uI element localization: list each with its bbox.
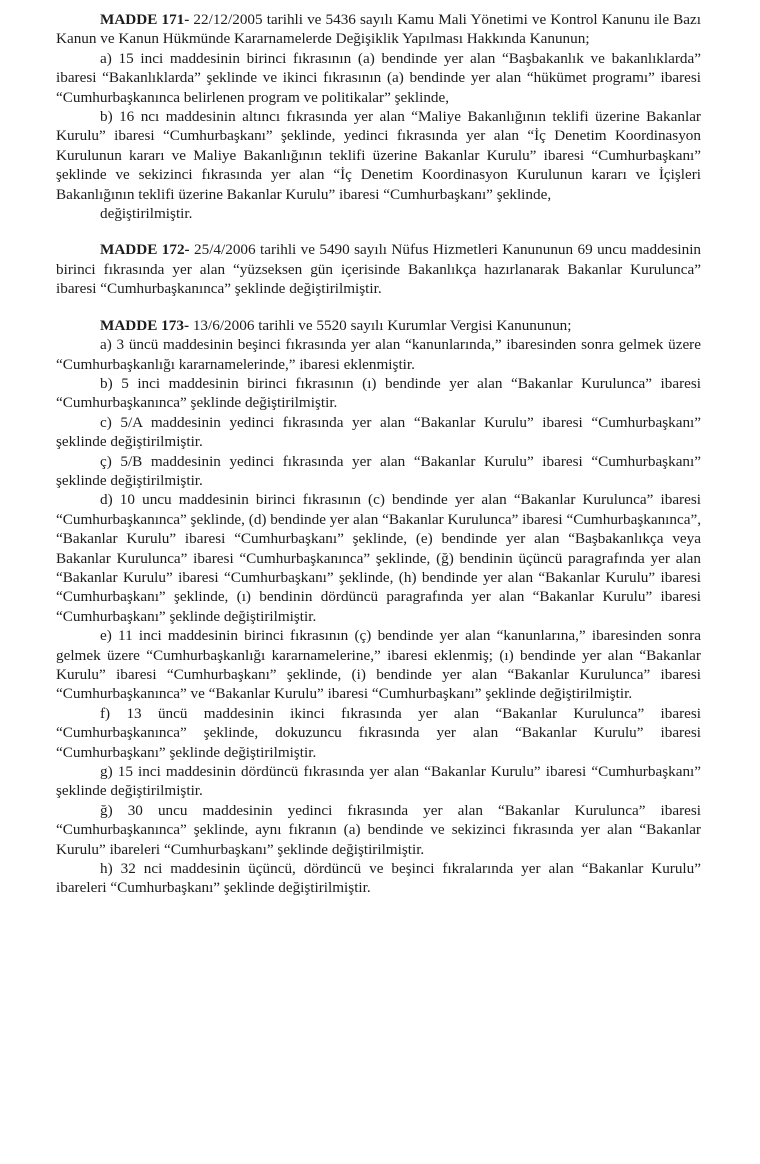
article-173 [56, 316, 701, 898]
article-item: d) 10 uncu maddesinin birinci fıkrasının (c) bendinde yer alan “Bakanlar Kurulunca” ibaresi “Cumhurbaşkanınca” şeklinde, (d) bendinde yer alan “Bakanlar Kurulunca” ibaresi “Cumhurbaşkanınca”, “Bakanlar Kurulu” ibaresi “Cumhurbaşkanı” şeklinde, (e) bendinde yer alan “Başbakanlıkça veya Bakanlar Kurulunca” ibaresi “Cumhurbaşkanınca” şeklinde, (ğ) bendinin üçüncü paragrafında yer alan “Bakanlar Kurulu” ibaresi “Cumhurbaşkanı” şeklinde, (h) bendinde yer alan “Bakanlar Kurulu” ibaresi “Cumhurbaşkanı” şeklinde, (ı) bendinin dördüncü paragrafında yer alan “Bakanlar Kurulu” ibaresi “Cumhurbaşkanı” şeklinde değiştirilmiştir. [56, 491, 701, 625]
article-item: e) 11 inci maddesinin birinci fıkrasının (ç) bendinde yer alan “kanunlarına,” ibaresinden sonra gelmek üzere “Cumhurbaşkanlığı kararnamelerine,” ibaresi eklenmiş; (ı) bendinde yer alan “Bakanlar Kurulu” ibaresi “Cumhurbaşkanı” şeklinde, (i) bendinde yer alan “Bakanlar Kurulunca” ibaresi “Cumhurbaşkanınca” ve “Bakanlar Kurulu” ibaresi “Cumhurbaşkanı” şeklinde değiştirilmiştir. [56, 627, 701, 703]
article-item: ç) 5/B maddesinin yedinci fıkrasında yer alan “Bakanlar Kurulu” ibaresi “Cumhurbaşkanı” şeklinde değiştirilmiştir. [56, 452, 701, 489]
legal-document [56, 10, 701, 898]
article-intro: 25/4/2006 tarihli ve 5490 sayılı Nüfus Hizmetleri Kanununun 69 uncu maddesinin birinci fıkrasında yer alan “yüzseksen gün içerisinde Bakanlıkça hazırlanarak Bakanlar Kurulunca” ibaresi “Cumhurbaşkanınca” şeklinde değiştirilmiştir. [56, 241, 702, 298]
article-item: f) 13 üncü maddesinin ikinci fıkrasında yer alan “Bakanlar Kurulunca” ibaresi “Cumhurbaşkanınca” şeklinde, dokuzuncu fıkrasında yer alan “Bakanlar Kurulu” ibaresi “Cumhurbaşkanı” şeklinde değiştirilmiştir. [56, 704, 701, 761]
article-title: MADDE 173- [100, 316, 190, 334]
article-item: a) 3 üncü maddesinin beşinci fıkrasında yer alan “kanunlarında,” ibaresinden sonra gelmek üzere “Cumhurbaşkanlığı kararnamelerinde,” ibaresi eklenmiştir. [56, 336, 701, 373]
article-item: c) 5/A maddesinin yedinci fıkrasında yer alan “Bakanlar Kurulu” ibaresi “Cumhurbaşkanı” şeklinde değiştirilmiştir. [56, 413, 701, 451]
article-item: b) 16 ncı maddesinin altıncı fıkrasında yer alan “Maliye Bakanlığının teklifi üzerine Bakanlar Kurulu” ibaresi “Cumhurbaşkanı” şeklinde, yedinci fıkrasında yer alan “İç Denetim Koordinasyon Kurulunun kararı ve Maliye Bakanlığının teklifi üzerine Bakanlar Kurulu” ibaresi “Cumhurbaşkanı” şeklinde ve sekizinci fıkrasında yer alan “İç Denetim Koordinasyon Kurulunun kararı ve İçişleri Bakanlığının teklifi üzerine Bakanlar Kurulu” ibaresi “Cumhurbaşkanı” şeklinde, [56, 108, 701, 203]
article-closing: değiştirilmiştir. [100, 205, 193, 223]
article-171 [56, 10, 701, 223]
article-title: MADDE 171- [100, 11, 190, 28]
article-heading [56, 240, 701, 298]
article-172 [56, 240, 701, 298]
article-title: MADDE 172- [100, 241, 190, 259]
article-item: g) 15 inci maddesinin dördüncü fıkrasında yer alan “Bakanlar Kurulu” ibaresi “Cumhurbaşkanı” şeklinde değiştirilmiştir. [56, 763, 701, 800]
article-item: ğ) 30 uncu maddesinin yedinci fıkrasında yer alan “Bakanlar Kurulunca” ibaresi “Cumhurbaşkanınca” şeklinde, aynı fıkranın (a) bendinde ve sekizinci fıkrasında yer alan “Bakanlar Kurulu” ibareleri “Cumhurbaşkanı” şeklinde değiştirilmiştir. [56, 801, 701, 858]
article-heading [56, 10, 701, 49]
article-item: b) 5 inci maddesinin birinci fıkrasının (ı) bendinde yer alan “Bakanlar Kurulunca” ibaresi “Cumhurbaşkanınca” şeklinde değiştirilmiştir. [56, 374, 701, 412]
article-item: h) 32 nci maddesinin üçüncü, dördüncü ve beşinci fıkralarında yer alan “Bakanlar Kurulu” ibareleri “Cumhurbaşkanı” şeklinde değiştirilmiştir. [56, 860, 701, 897]
article-heading [56, 316, 701, 335]
article-intro: 22/12/2005 tarihli ve 5436 sayılı Kamu Mali Yönetimi ve Kontrol Kanunu ile Bazı Kanun ve Kanun Hükmünde Kararnamelerde Değişiklik Yapılması Hakkında Kanunun; [56, 11, 701, 48]
article-intro: 13/6/2006 tarihli ve 5520 sayılı Kurumlar Vergisi Kanununun; [192, 316, 572, 334]
article-item: a) 15 inci maddesinin birinci fıkrasının (a) bendinde yer alan “Başbakanlık ve bakanlıklarda” ibaresi “Bakanlıklarda” şeklinde ve ikinci fıkrasının (a) bendinde yer alan “hükümet programı” ibaresi “Cumhurbaşkanınca belirlenen program ve politikalar” şeklinde, [56, 49, 701, 106]
